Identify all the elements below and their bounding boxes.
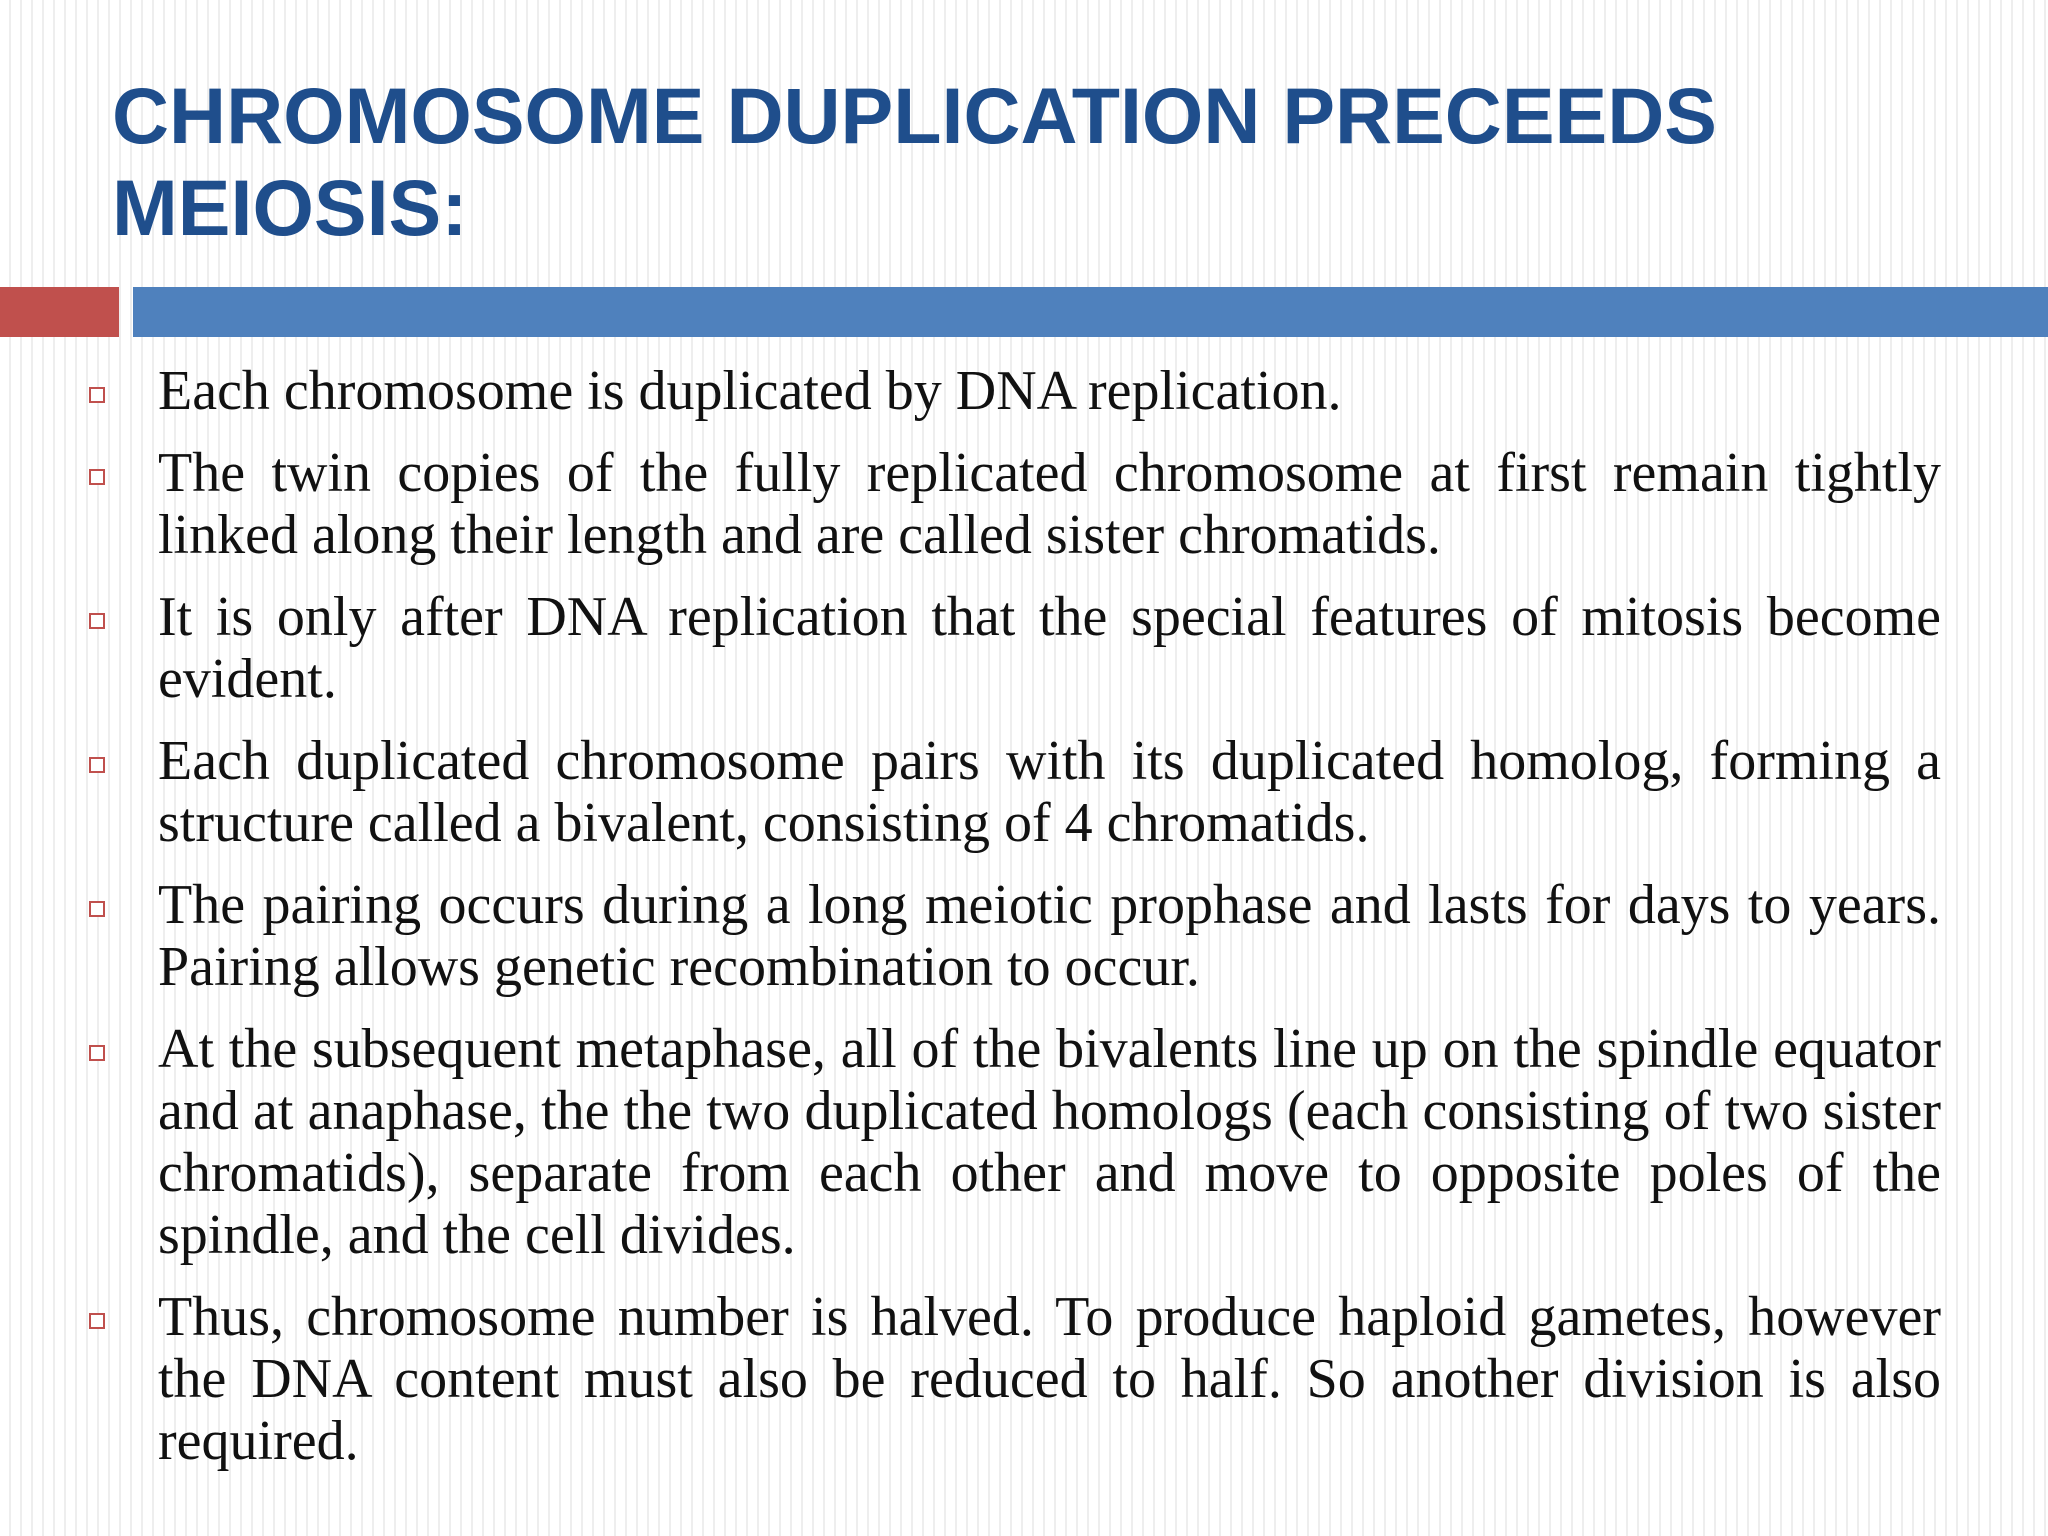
square-bullet-icon [89,469,105,485]
bullet-text: The twin copies of the fully replicated chromosome at first remain tightly linked along their length and are called sister chromatids. [158,442,1941,566]
square-bullet-icon [89,901,105,917]
square-bullet-icon [89,613,105,629]
accent-bar-red [0,287,119,337]
bullet-list [0,360,2048,1492]
bullet-item [0,586,1941,710]
bullet-text: It is only after DNA replication that the special features of mitosis become evident. [158,586,1941,710]
bullet-item [0,360,1941,422]
bullet-item [0,874,1941,998]
bullet-text: At the subsequent metaphase, all of the bivalents line up on the spindle equator and at anaphase, the the two duplicated homologs (each consisting of two sister chromatids), separate from each other and move to opposite poles of the spindle, and the cell divides. [158,1018,1941,1266]
bullet-text: Each duplicated chromosome pairs with its duplicated homolog, forming a structure called a bivalent, consisting of 4 chromatids. [158,730,1941,854]
bullet-text: Each chromosome is duplicated by DNA replication. [158,360,1342,422]
square-bullet-icon [89,1045,105,1061]
square-bullet-icon [89,757,105,773]
accent-bar-blue [133,287,2048,337]
bullet-item [0,1286,1941,1472]
bullet-text: The pairing occurs during a long meiotic prophase and lasts for days to years. Pairing allows genetic recombination to occur. [158,874,1941,998]
bullet-item [0,442,1941,566]
bullet-text: Thus, chromosome number is halved. To produce haploid gametes, however the DNA content must also be reduced to half. So another division is also required. [158,1286,1941,1472]
square-bullet-icon [89,387,105,403]
bullet-item [0,730,1941,854]
slide-title: CHROMOSOME DUPLICATION PRECEEDS MEIOSIS: [112,71,1717,252]
square-bullet-icon [89,1313,105,1329]
bullet-item [0,1018,1941,1266]
